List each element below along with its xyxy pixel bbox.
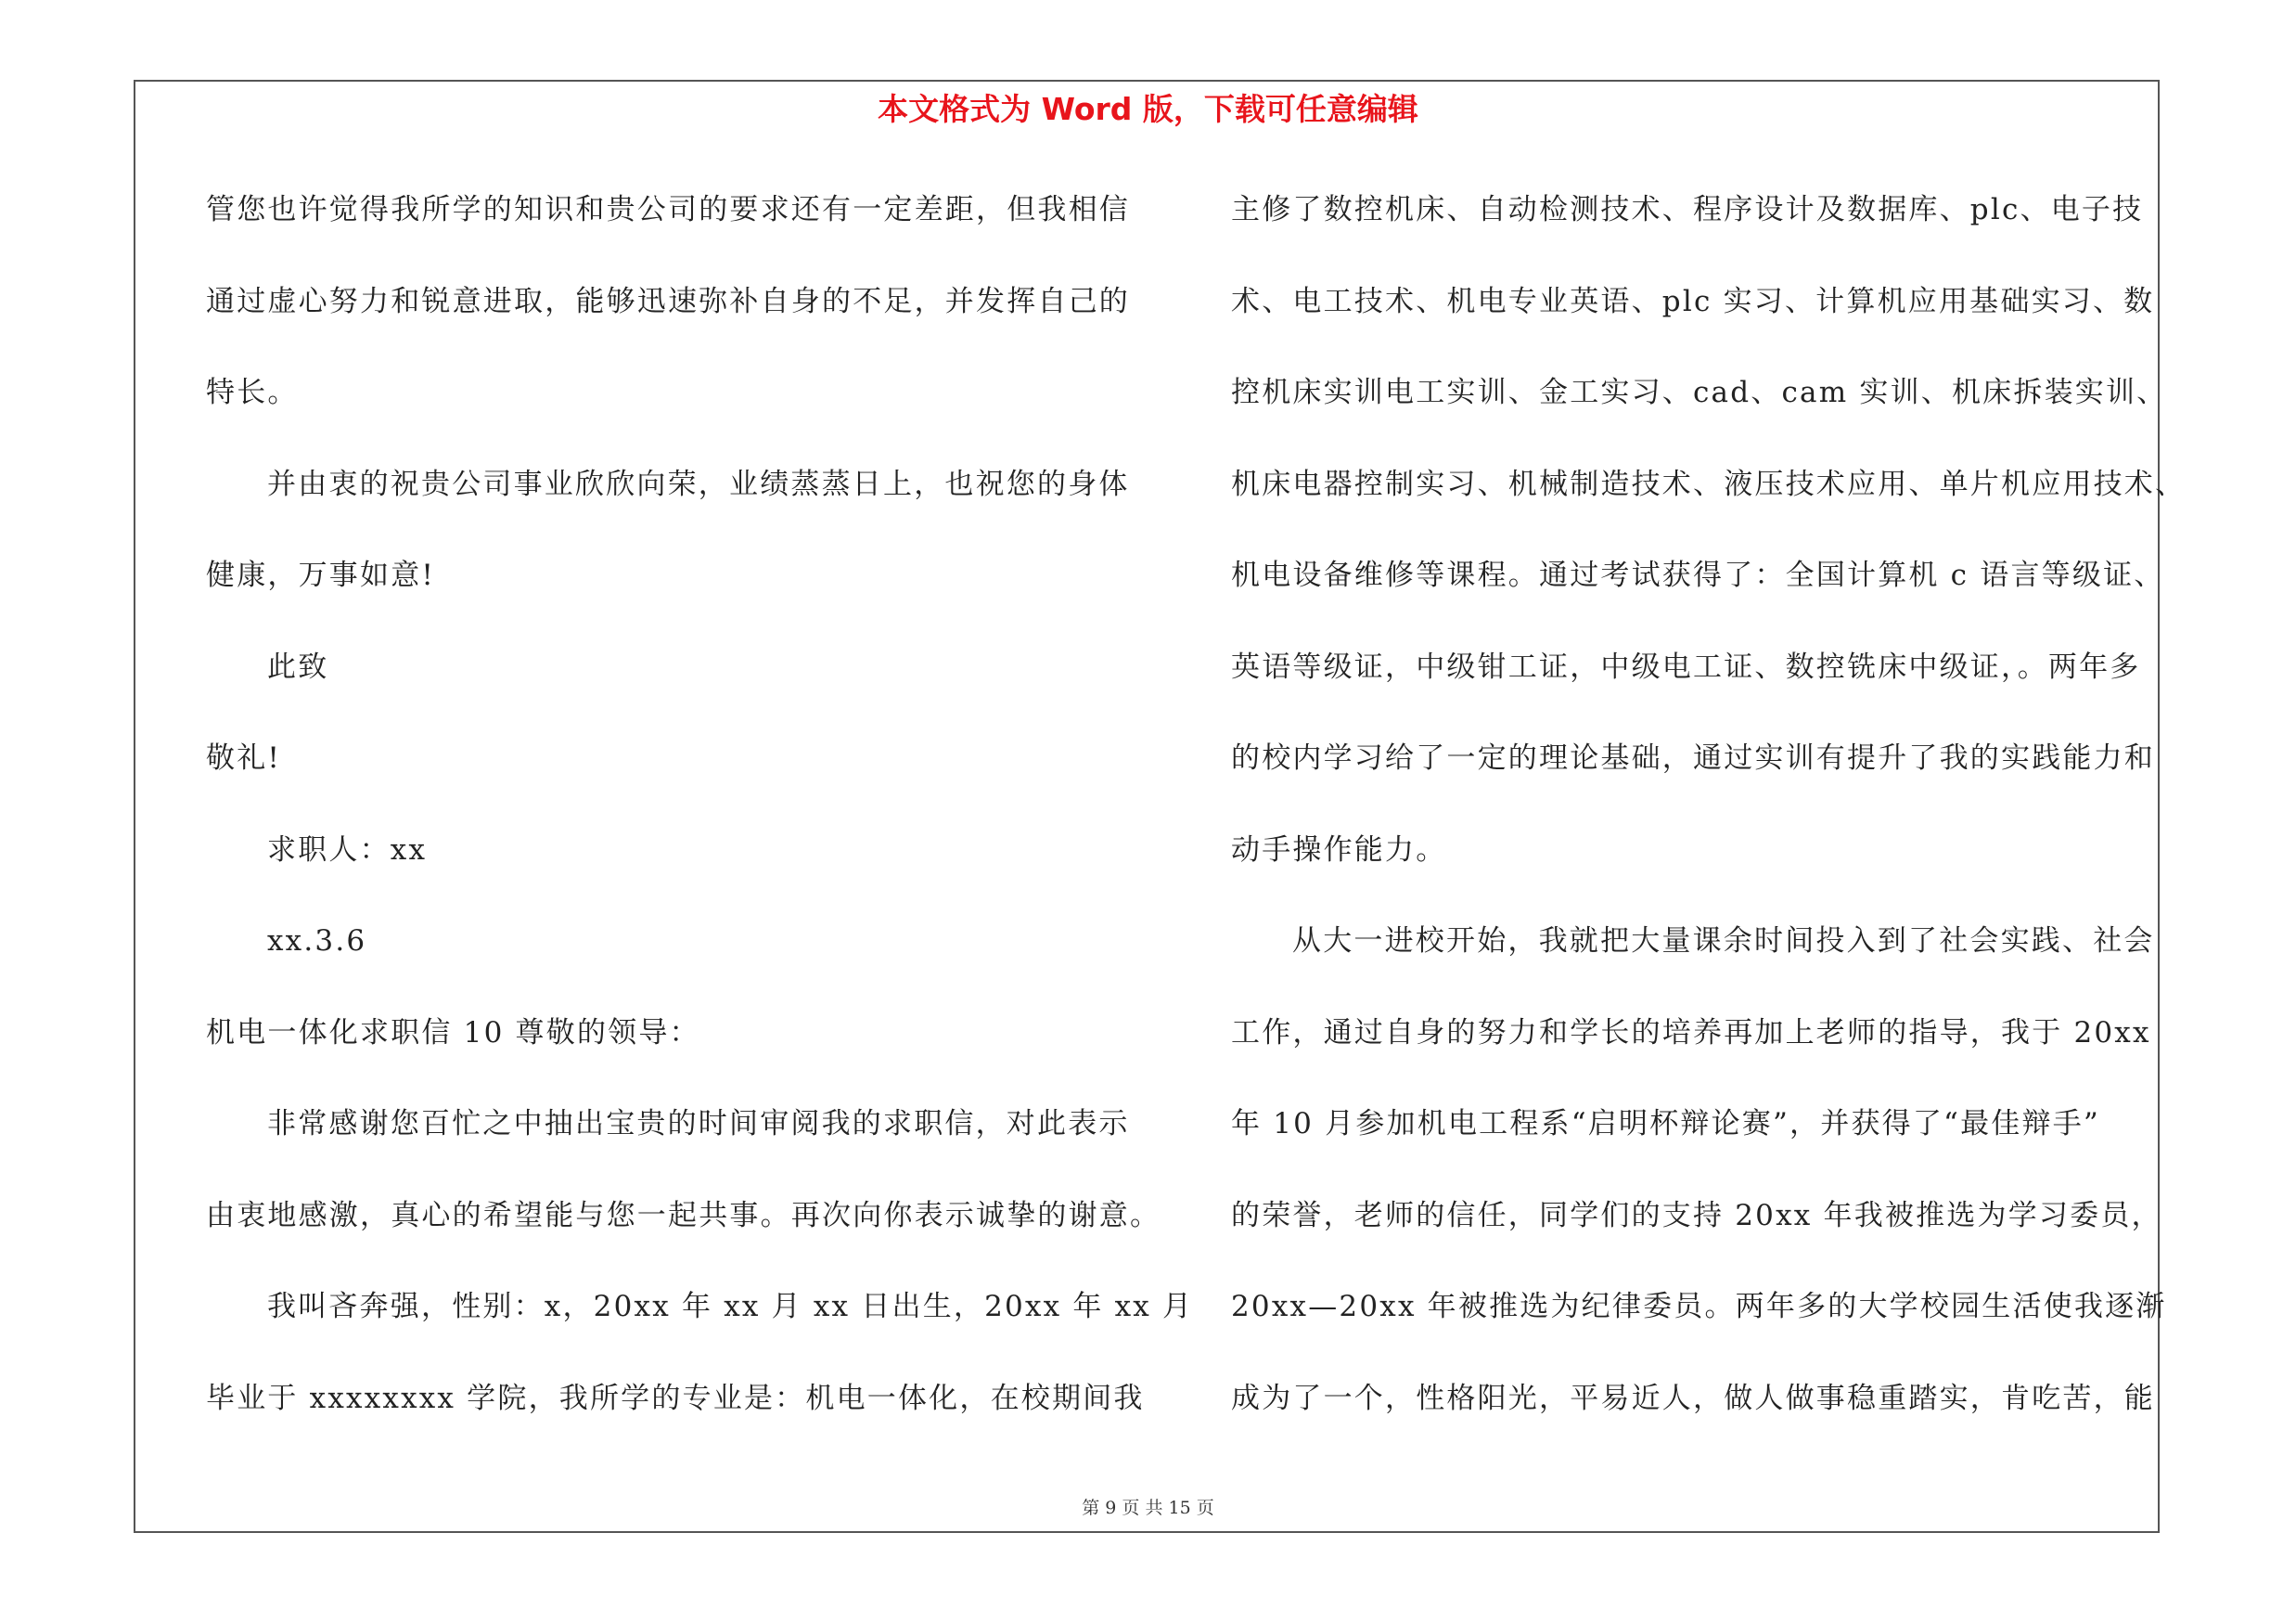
left-column-line: xx.3.6 (267, 924, 367, 958)
left-column-line: 特长。 (206, 376, 299, 409)
right-column-line: 机床电器控制实习、机械制造技术、液压技术应用、单片机应用技术、 (1231, 467, 2187, 501)
right-column-line: 的校内学习给了一定的理论基础，通过实训有提升了我的实践能力和 (1231, 741, 2155, 775)
right-column-line: 的荣誉，老师的信任，同学们的支持 20xx 年我被推选为学习委员， (1231, 1198, 2162, 1232)
editable-banner: 本文格式为 Word 版，下载可任意编辑 (878, 91, 1418, 127)
page-number-footer: 第 9 页 共 15 页 (1082, 1498, 1214, 1518)
right-column-line: 成为了一个，性格阳光，平易近人，做人做事稳重踏实，肯吃苦，能 (1231, 1381, 2155, 1415)
left-column-line: 我叫吝奔强，性别：x，20xx 年 xx 月 xx 日出生，20xx 年 xx 月 (267, 1290, 1194, 1323)
right-text-column (1231, 182, 2187, 1462)
right-column-line: 术、电工技术、机电专业英语、plc 实习、计算机应用基础实习、数 (1231, 284, 2155, 318)
left-column-line: 由衷地感激，真心的希望能与您一起共事。再次向你表示诚挚的谢意。 (206, 1198, 1161, 1232)
left-column-line: 管您也许觉得我所学的知识和贵公司的要求还有一定差距，但我相信 (206, 193, 1130, 226)
left-column-line: 毕业于 xxxxxxxx 学院，我所学的专业是：机电一体化，在校期间我 (206, 1381, 1145, 1415)
left-column-line: 通过虚心努力和锐意进取，能够迅速弥补自身的不足，并发挥自己的 (206, 284, 1130, 318)
left-column-line: 机电一体化求职信 10 尊敬的领导： (206, 1015, 700, 1050)
left-column-line: 敬礼! (206, 741, 282, 775)
right-column-line: 控机床实训电工实训、金工实习、cad、cam 实训、机床拆装实训、 (1231, 376, 2168, 409)
left-column-line: 求职人：xx (267, 832, 428, 867)
left-text-column (206, 182, 1194, 1462)
left-column-line: 非常感谢您百忙之中抽出宝贵的时间审阅我的求职信，对此表示 (267, 1107, 1130, 1140)
right-column-line: 20xx—20xx 年被推选为纪律委员。两年多的大学校园生活使我逐渐 (1231, 1290, 2167, 1323)
left-column-line: 此致 (267, 650, 329, 684)
left-column-line: 健康，万事如意! (206, 559, 436, 592)
right-column-line: 机电设备维修等课程。通过考试获得了：全国计算机 c 语言等级证、 (1231, 559, 2165, 592)
left-column-line: 并由衷的祝贵公司事业欣欣向荣，业绩蒸蒸日上，也祝您的身体 (267, 467, 1130, 501)
right-column-line: 从大一进校开始，我就把大量课余时间投入到了社会实践、社会 (1292, 924, 2155, 958)
right-column-line: 英语等级证，中级钳工证，中级电工证、数控铣床中级证，。两年多 (1231, 650, 2141, 684)
right-column-line: 工作，通过自身的努力和学长的培养再加上老师的指导，我于 20xx (1231, 1015, 2151, 1050)
right-column-line: 年 10 月参加机电工程系“启明杯辩论赛”，并获得了“最佳辩手” (1231, 1107, 2100, 1140)
right-column-line: 动手操作能力。 (1231, 832, 1447, 867)
right-column-line: 主修了数控机床、自动检测技术、程序设计及数据库、plc、电子技 (1231, 193, 2144, 226)
